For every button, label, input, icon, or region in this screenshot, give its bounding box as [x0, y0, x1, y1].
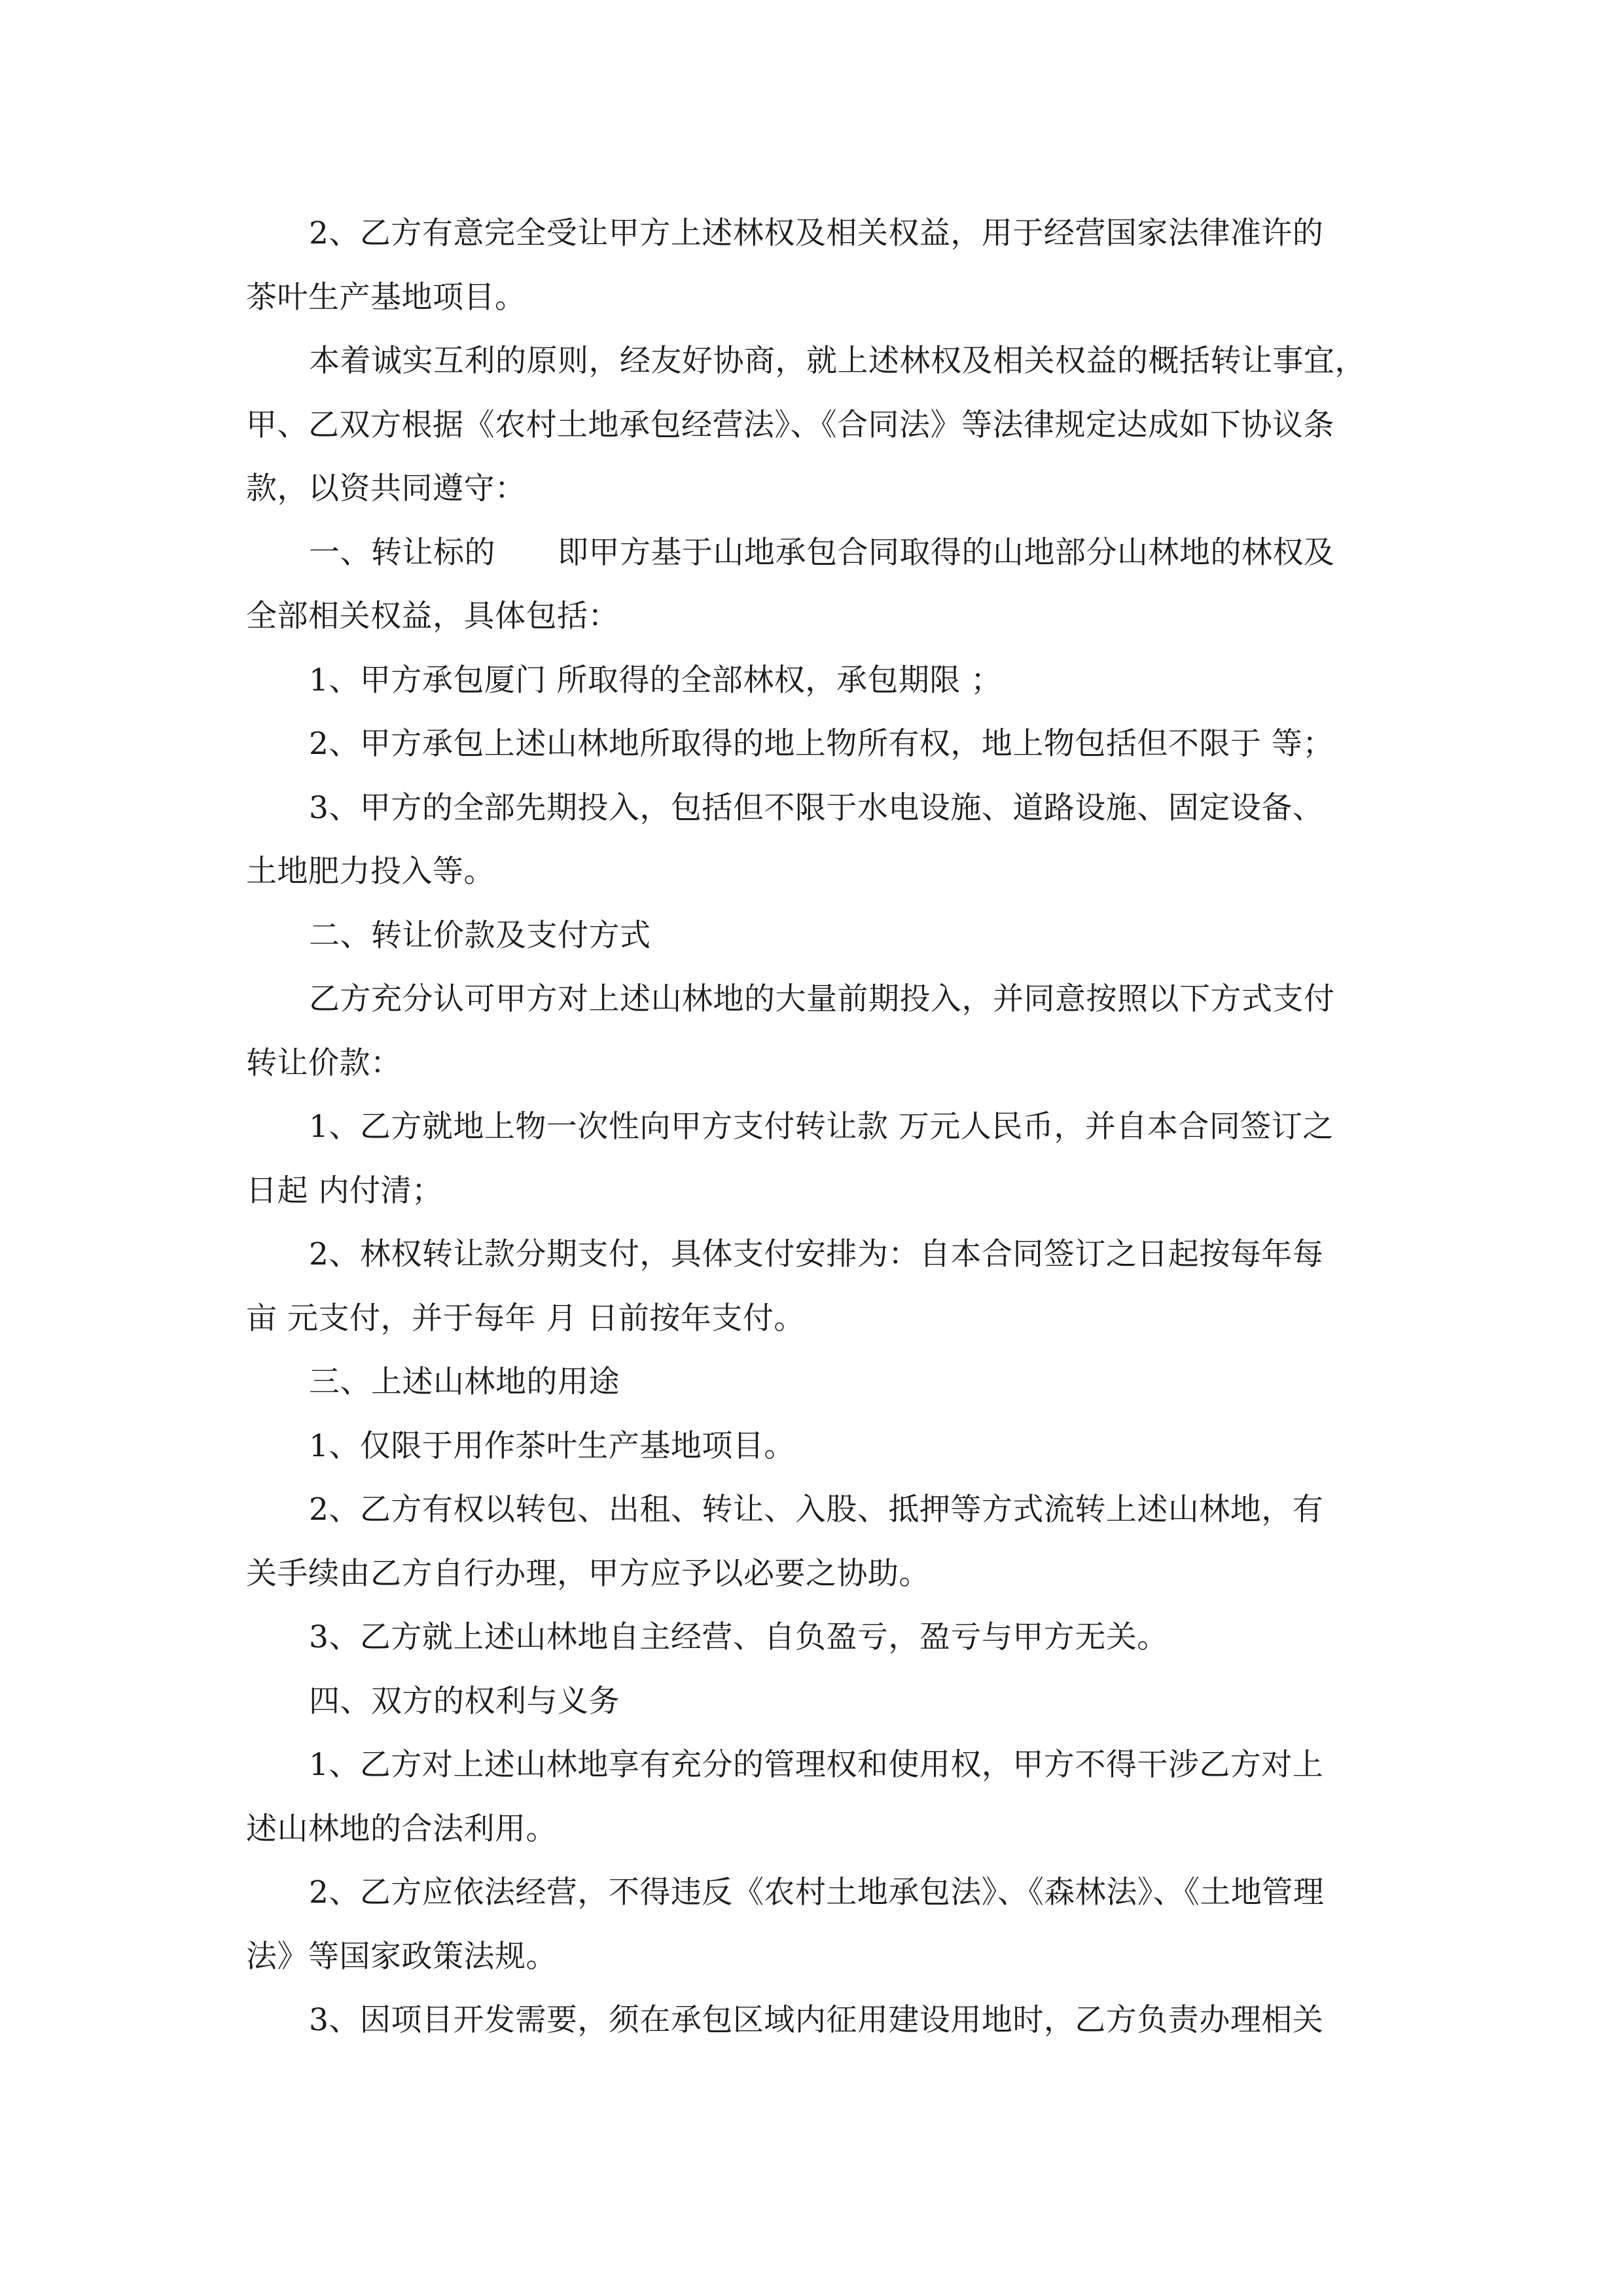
list-item-line: 1、乙方就地上物一次性向甲方支付转让款 万元人民币，并自本合同签订之: [309, 1109, 1334, 1145]
list-item-line: 2、甲方承包上述山林地所取得的地上物所有权，地上物包括但不限于 等；: [309, 726, 1334, 762]
paragraph-line: 全部相关权益，具体包括：: [246, 598, 619, 634]
paragraph-line: 日起 内付清；: [246, 1172, 443, 1209]
paragraph-line: 本着诚实互利的原则，经友好协商，就上述林权及相关权益的概括转让事宜，: [309, 343, 1366, 379]
list-item-line: 2、林权转让款分期支付，具体支付安排为：自本合同签订之日起按每年每: [309, 1236, 1324, 1272]
paragraph-line: 述山林地的合法利用。: [246, 1810, 557, 1847]
paragraph-line: 关手续由乙方自行办理，甲方应予以必要之协助。: [246, 1555, 930, 1592]
contract-body: [246, 202, 1378, 2053]
list-item-line: 3、乙方就上述山林地自主经营、自负盈亏，盈亏与甲方无关。: [309, 1619, 1168, 1655]
paragraph-line: 转让价款：: [246, 1045, 402, 1081]
paragraph-line: 乙方充分认可甲方对上述山林地的大量前期投入，并同意按照以下方式支付: [309, 981, 1335, 1017]
paragraph-line: 茶叶生产基地项目。: [246, 279, 526, 315]
section-heading: 四、双方的权利与义务: [309, 1683, 620, 1719]
list-item-line: 1、仅限于用作茶叶生产基地项目。: [309, 1427, 795, 1464]
list-item-line: 1、甲方承包厦门 所取得的全部林权，承包期限 ；: [309, 662, 1002, 698]
section-heading: 二、转让价款及支付方式: [309, 917, 651, 954]
list-item-line: 2、乙方应依法经营，不得违反《农村土地承包法》、《森林法》、《土地管理: [309, 1874, 1325, 1910]
paragraph-line: 甲、乙双方根据《农村土地承包经营法》、《合同法》等法律规定达成如下协议条: [246, 406, 1334, 443]
paragraph-line: 法》等国家政策法规。: [246, 1938, 557, 1975]
list-item-line: 3、甲方的全部先期投入，包括但不限于水电设施、道路设施、固定设备、: [309, 789, 1324, 826]
section-heading-line: 一、转让标的 即甲方基于山地承包合同取得的山地部分山林地的林权及: [309, 534, 1335, 571]
paragraph-line: 2、乙方有意完全受让甲方上述林权及相关权益，用于经营国家法律准许的: [309, 215, 1324, 251]
list-item-line: 1、乙方对上述山林地享有充分的管理权和使用权，甲方不得干涉乙方对上: [309, 1747, 1324, 1783]
list-item-line: 2、乙方有权以转包、出租、转让、入股、抵押等方式流转上述山林地，有: [309, 1492, 1324, 1528]
section-heading: 三、上述山林地的用途: [309, 1364, 620, 1400]
paragraph-line: 土地肥力投入等。: [246, 853, 495, 889]
list-item-line: 3、因项目开发需要，须在承包区域内征用建设用地时，乙方负责办理相关: [309, 2002, 1324, 2038]
paragraph-line: 亩 元支付，并于每年 月 日前按年支付。: [246, 1300, 805, 1336]
paragraph-line: 款，以资共同遵守：: [246, 471, 526, 507]
